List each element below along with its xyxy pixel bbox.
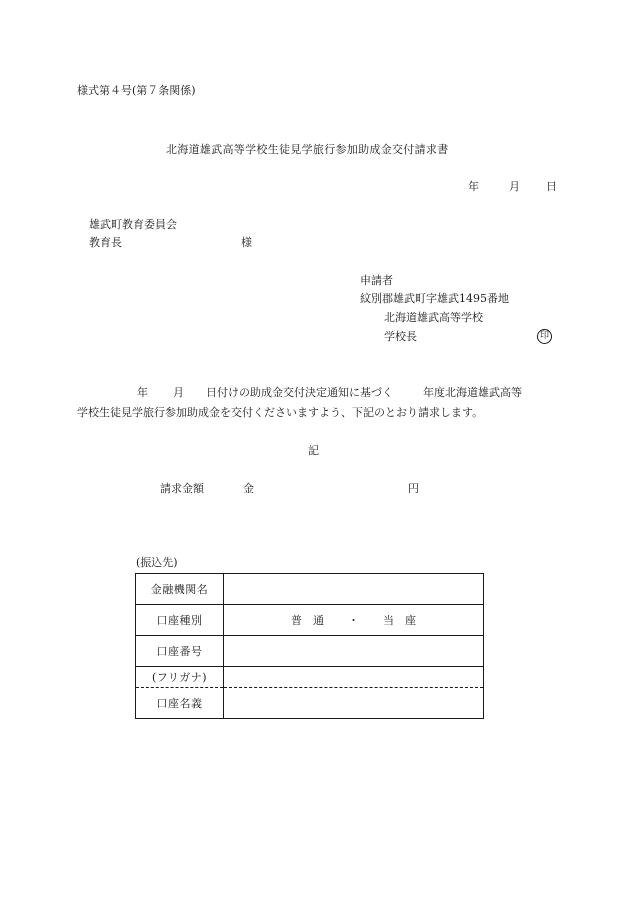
body-text-1: 日付けの助成金交付決定通知に基づく bbox=[206, 386, 393, 399]
type-current[interactable]: 当 座 bbox=[383, 614, 416, 627]
bank-value[interactable] bbox=[224, 574, 484, 605]
applicant-school: 北海道雄武高等学校 bbox=[384, 311, 483, 324]
addressee-position: 教育長 bbox=[89, 236, 122, 249]
number-value[interactable] bbox=[224, 636, 484, 667]
form-number: 様式第４号(第７条関係) bbox=[77, 84, 196, 97]
date-line bbox=[468, 180, 557, 194]
type-row bbox=[136, 605, 484, 636]
claim-prefix: 金 bbox=[243, 482, 254, 495]
body-line-1 bbox=[137, 386, 522, 400]
kana-label: (フリガナ) bbox=[136, 667, 224, 688]
seal-mark: 印 bbox=[537, 329, 552, 344]
claim-unit: 円 bbox=[408, 482, 419, 495]
claim-label: 請求金額 bbox=[160, 482, 204, 495]
transfer-heading: (振込先) bbox=[136, 556, 178, 569]
holder-label: 口座名義 bbox=[136, 688, 224, 719]
number-label: 口座番号 bbox=[136, 636, 224, 667]
document-title: 北海道雄武高等学校生徒見学旅行参加助成金交付請求書 bbox=[166, 143, 449, 156]
addressee-honorific: 様 bbox=[241, 236, 252, 249]
bank-row bbox=[136, 574, 484, 605]
type-separator: ・ bbox=[348, 614, 359, 627]
kana-value[interactable] bbox=[224, 667, 484, 688]
type-ordinary[interactable]: 普 通 bbox=[291, 614, 324, 627]
applicant-address: 紋別郡雄武町字雄武1495番地 bbox=[360, 292, 509, 305]
type-label: 口座種別 bbox=[136, 605, 224, 636]
date-day: 日 bbox=[546, 180, 557, 193]
bank-label: 金融機関名 bbox=[136, 574, 224, 605]
body-text-2: 年度北海道雄武高等 bbox=[423, 386, 522, 399]
body-month: 月 bbox=[173, 386, 184, 399]
applicant-label: 申請者 bbox=[360, 274, 393, 287]
holder-value[interactable] bbox=[224, 688, 484, 719]
addressee-org: 雄武町教育委員会 bbox=[89, 218, 177, 231]
date-year: 年 bbox=[468, 180, 479, 193]
body-line-2: 学校生徒見学旅行参加助成金を交付くださいますよう、下記のとおり請求します。 bbox=[77, 406, 484, 419]
body-year: 年 bbox=[137, 386, 148, 399]
holder-row bbox=[136, 688, 484, 719]
transfer-table bbox=[135, 573, 484, 719]
applicant-position: 学校長 bbox=[384, 330, 417, 343]
date-month: 月 bbox=[509, 180, 520, 193]
kana-row bbox=[136, 667, 484, 688]
ki-heading: 記 bbox=[308, 444, 319, 457]
type-value bbox=[224, 605, 484, 636]
number-row bbox=[136, 636, 484, 667]
